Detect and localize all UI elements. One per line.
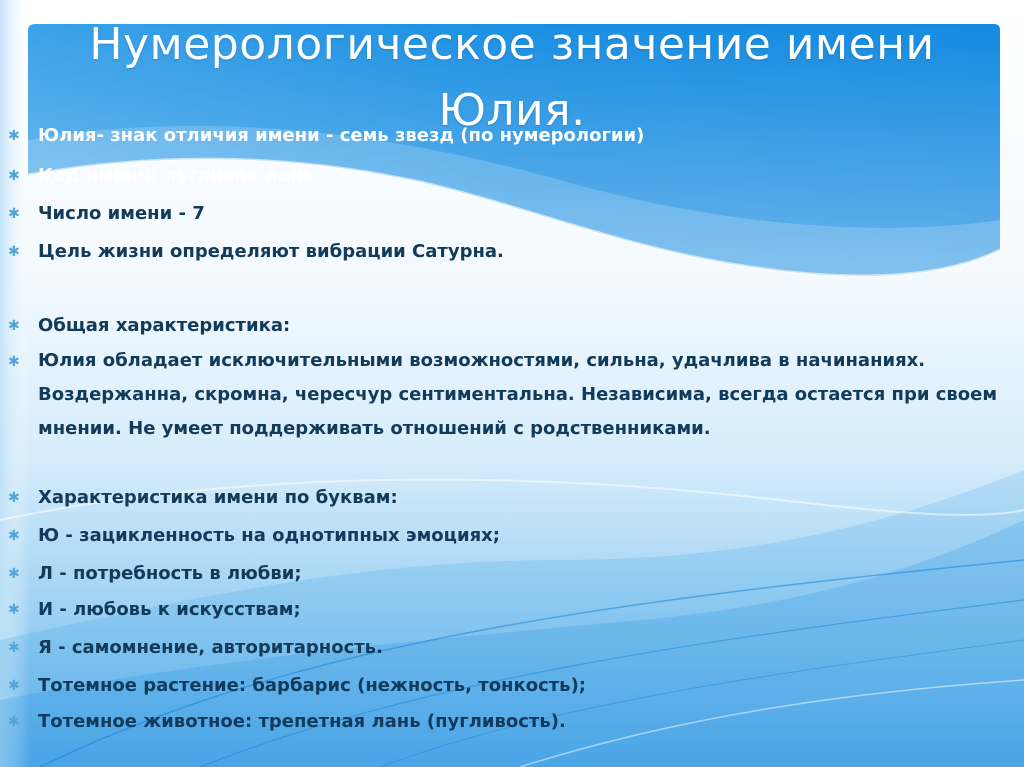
bullet-marker-icon: ✱	[8, 354, 20, 370]
bullet-text: Юлия- знак отличия имени - семь звезд (по нумерологии)	[38, 125, 645, 146]
list-item	[8, 158, 1008, 194]
list-item	[8, 668, 1008, 704]
bullet-marker-icon: ✱	[8, 168, 20, 184]
list-item	[8, 630, 1008, 666]
bullet-text: Цель жизни определяют вибрации Сатурна.	[38, 241, 504, 262]
bullet-marker-icon: ✱	[8, 244, 20, 260]
list-item	[8, 518, 1008, 554]
bullet-text: Тотемное животное: трепетная лань (пугливость).	[38, 711, 566, 732]
list-item	[8, 196, 1008, 232]
bullet-text: Ю - зацикленность на однотипных эмоциях;	[38, 525, 500, 546]
bullet-text: Юлия обладает исключительными возможностями, сильна, удачлива в начинаниях. Воздержанна, скромна, чересчур сентиментальна. Независима, всегда остается при своем мнении. Не умеет поддерживать отношений с родственниками.	[38, 350, 998, 439]
bullet-marker-icon: ✱	[8, 128, 20, 144]
list-item	[8, 308, 1008, 344]
list-item	[8, 592, 1008, 628]
bullet-marker-icon: ✱	[8, 528, 20, 544]
list-item	[8, 556, 1008, 592]
list-item	[8, 344, 1008, 446]
bullet-text: Я - самомнение, авторитарность.	[38, 637, 383, 658]
bullet-text: Число имени - 7	[38, 203, 205, 224]
bullet-text: Тотемное растение: барбарис (нежность, тонкость);	[38, 675, 586, 696]
bullet-marker-icon: ✱	[8, 206, 20, 222]
bullet-text: Характеристика имени по буквам:	[38, 487, 398, 508]
list-item	[8, 704, 1008, 740]
slide-title: Нумерологическое значение имени Юлия.	[89, 19, 935, 136]
list-item	[8, 118, 1008, 154]
bullet-marker-icon: ✱	[8, 678, 20, 694]
bullet-marker-icon: ✱	[8, 640, 20, 656]
bullet-text: Л - потребность в любви;	[38, 563, 302, 584]
bullet-marker-icon: ✱	[8, 490, 20, 506]
list-item	[8, 480, 1008, 516]
bullet-marker-icon: ✱	[8, 602, 20, 618]
list-item	[8, 234, 1008, 270]
bullet-text: И - любовь к искусствам;	[38, 599, 301, 620]
bullet-marker-icon: ✱	[8, 714, 20, 730]
bullet-marker-icon: ✱	[8, 318, 20, 334]
bullet-marker-icon: ✱	[8, 566, 20, 582]
bullet-text: Код имени: пугливая лань	[38, 165, 314, 186]
bullet-text: Общая характеристика:	[38, 315, 291, 336]
